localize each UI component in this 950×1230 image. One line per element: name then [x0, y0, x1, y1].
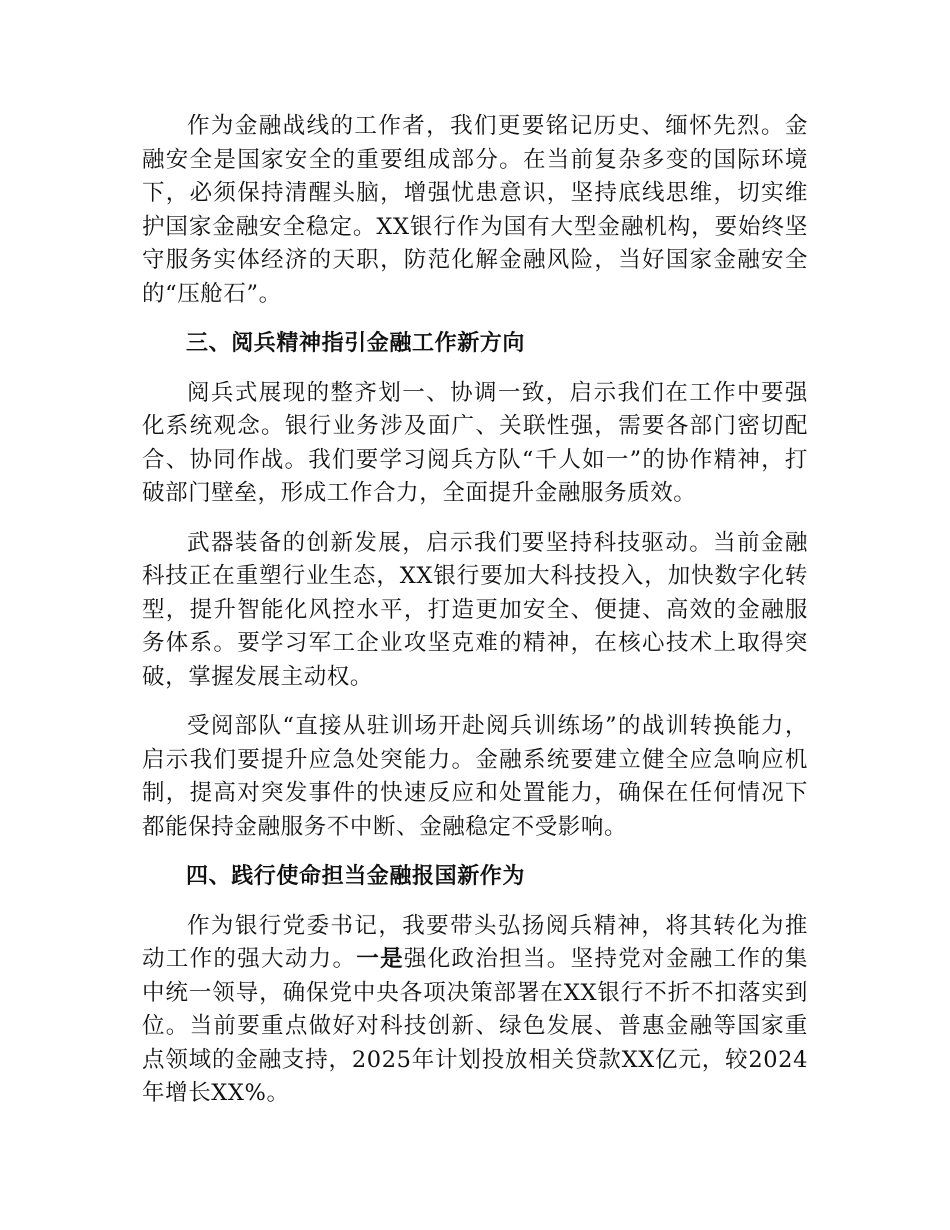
paragraph-mission-body: 强化政治担当。坚持党对金融工作的集中统一领导，确保党中央各项决策部署在XX银行不折不扣落实到位。当前要重点做好对科技创新、绿色发展、普惠金融等国家重点领域的金融支持，2025年计划投放相关贷款XX亿元，较2024年增长XX%。	[142, 946, 808, 1106]
paragraph-emergency-response: 受阅部队“直接从驻训场开赴阅兵训练场”的战训转换能力，启示我们要提升应急处突能力。金融系统要建立健全应急响应机制，提高对突发事件的快速反应和处置能力，确保在任何情况下都能保持金融服务不中断、金融稳定不受影响。	[142, 713, 808, 840]
paragraph-system-concept: 阅兵式展现的整齐划一、协调一致，启示我们在工作中要强化系统观念。银行业务涉及面广、关联性强，需要各部门密切配合、协同作战。我们要学习阅兵方队“千人如一”的协作精神，打破部门壁垒，形成工作合力，全面提升金融服务质效。	[142, 379, 808, 506]
paragraph-mission-lead: 一是	[356, 946, 404, 972]
paragraph-mission-intro: 作为银行党委书记，我要带头弘扬阅兵精神，将其转化为推动工作的强大动力。	[142, 912, 808, 972]
paragraph-tech-driven: 武器装备的创新发展，启示我们要坚持科技驱动。当前金融科技正在重塑行业生态，XX银行要加大科技投入，加快数字化转型，提升智能化风控水平，打造更加安全、便捷、高效的金融服务体系。要学习军工企业攻坚克难的精神，在核心技术上取得突破，掌握发展主动权。	[142, 529, 808, 690]
paragraph-financial-security: 作为金融战线的工作者，我们更要铭记历史、缅怀先烈。金融安全是国家安全的重要组成部分。在当前复杂多变的国际环境下，必须保持清醒头脑，增强忧患意识，坚持底线思维，切实维护国家金融安全稳定。XX银行作为国有大型金融机构，要始终坚守服务实体经济的天职，防范化解金融风险，当好国家金融安全的“压舱石”。	[142, 113, 808, 307]
paragraph-mission	[142, 910, 808, 1111]
document-body	[142, 110, 808, 1127]
section-heading-3: 三、阅兵精神指引金融工作新方向	[186, 331, 526, 356]
section-heading-4: 四、践行使命担当金融报国新作为	[186, 864, 526, 889]
